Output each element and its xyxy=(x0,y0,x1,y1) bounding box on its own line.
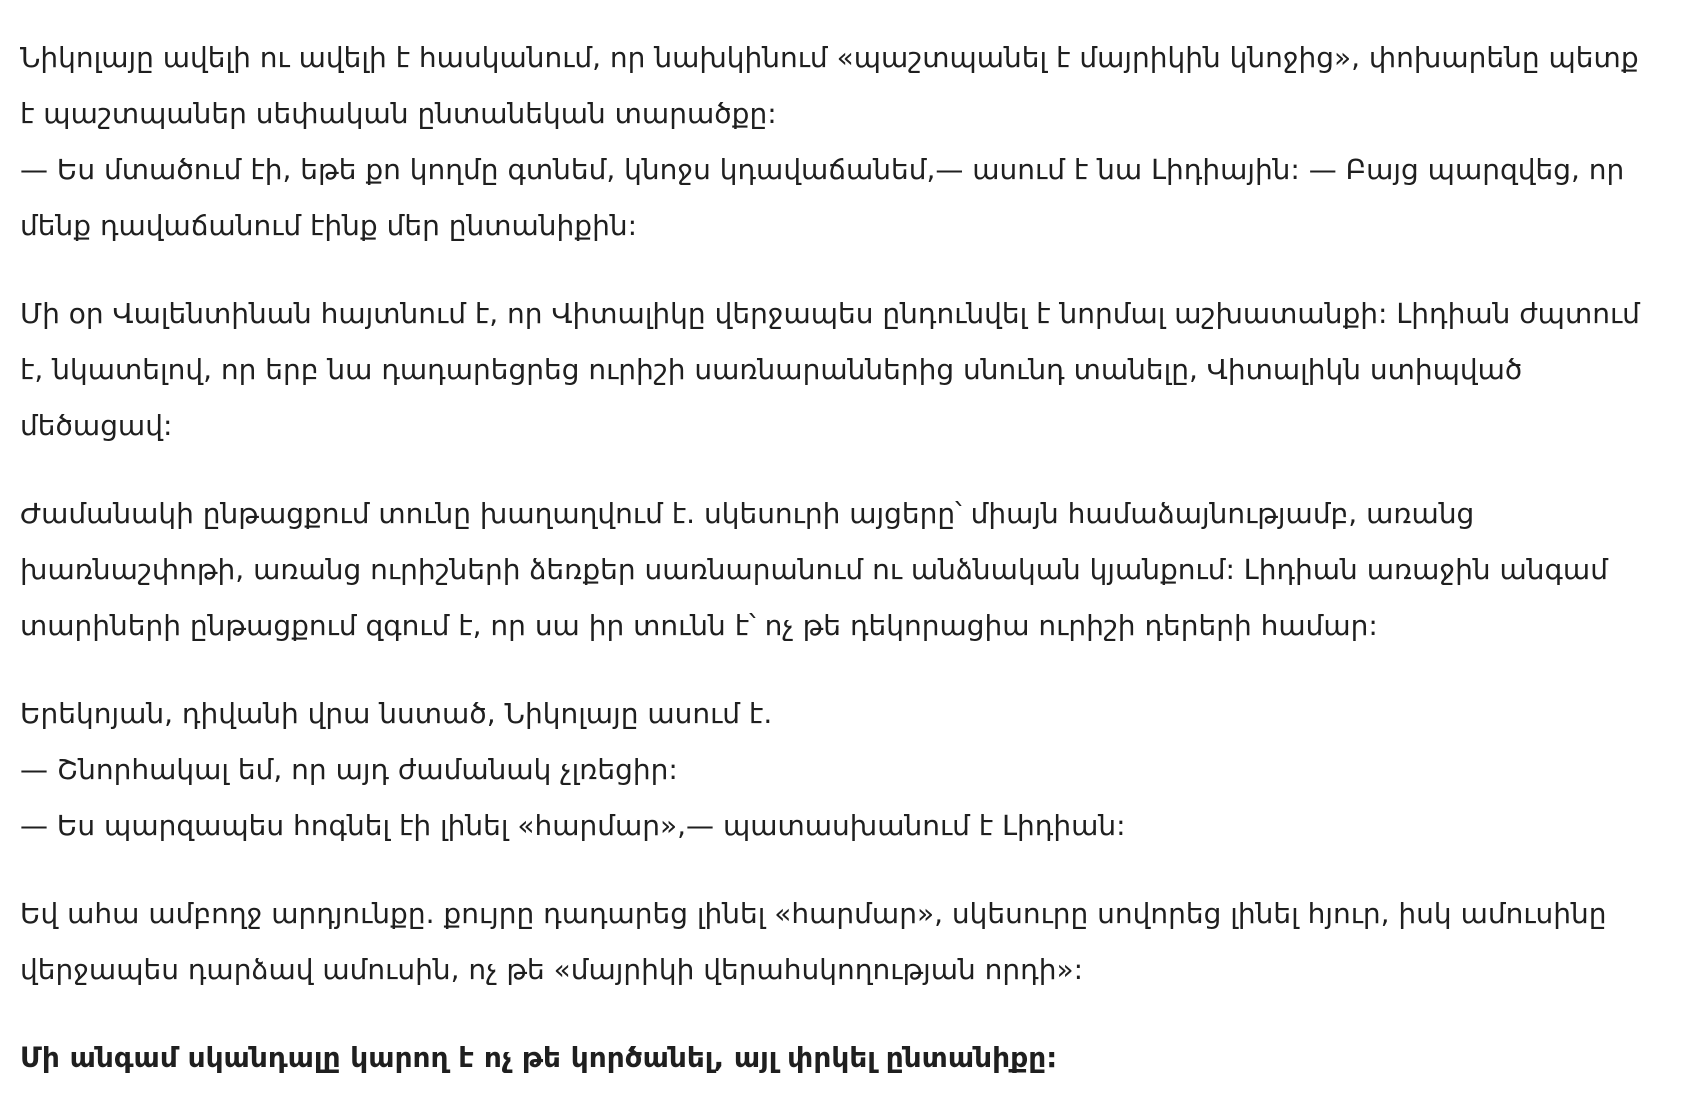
paragraph-5: Եվ ահա ամբողջ արդյունքը. քույրը դադարեց լինել «հարմար», սկեսուրը սովորեց լինել հյուր, իսկ ամուսինը վերջապես դարձավ ամուսին, ոչ թե «մայրիկի վերահսկողության որդի»: xyxy=(20,897,1607,986)
paragraph-4 xyxy=(20,686,1660,854)
paragraph-3: Ժամանակի ընթացքում տունը խաղաղվում է. սկեսուրի այցերը՝ միայն համաձայնությամբ, առանց խառնաշփոթի, առանց ուրիշների ձեռքեր սառնարանում ու անձնական կյանքում: Լիդիան առաջին անգամ տարիների ընթացքում զգում է, որ սա իր տունն է՝ ոչ թե դեկորացիա ուրիշի դերերի համար: xyxy=(20,497,1608,642)
paragraph-4-line-1: Երեկոյան, դիվանի վրա նստած, Նիկոլայը ասում է. xyxy=(20,697,773,730)
article-body xyxy=(20,30,1660,1118)
closing-statement: Մի անգամ սկանդալը կարող է ոչ թե կործանել, այլ փրկել ընտանիքը: xyxy=(20,1041,1058,1074)
paragraph-1-line-1: Նիկոլայը ավելի ու ավելի է հասկանում, որ նախկինում «պաշտպանել է մայրիկին կնոջից», փոխարենը պետք է պաշտպաներ սեփական ընտանեկան տարածքը: xyxy=(20,41,1639,130)
paragraph-1 xyxy=(20,30,1660,254)
paragraph-2: Մի օր Վալենտինան հայտնում է, որ Վիտալիկը վերջապես ընդունվել է նորմալ աշխատանքի: Լիդիան ժպտում է, նկատելով, որ երբ նա դադարեցրեց ուրիշի սառնարաններից սնունդ տանելը, Վիտալիկն ստիպված մեծացավ: xyxy=(20,297,1640,442)
paragraph-4-line-2: — Շնորհակալ եմ, որ այդ ժամանակ չլռեցիր: xyxy=(20,753,678,786)
paragraph-1-line-2: — Ես մտածում էի, եթե քո կողմը գտնեմ, կնոջս կդավաճանեմ,— ասում է նա Լիդիային: — Բայց պարզվեց, որ մենք դավաճանում էինք մեր ընտանիքին: xyxy=(20,153,1625,242)
paragraph-4-line-3: — Ես պարզապես հոգնել էի լինել «հարմար»,— պատասխանում է Լիդիան: xyxy=(20,809,1126,842)
